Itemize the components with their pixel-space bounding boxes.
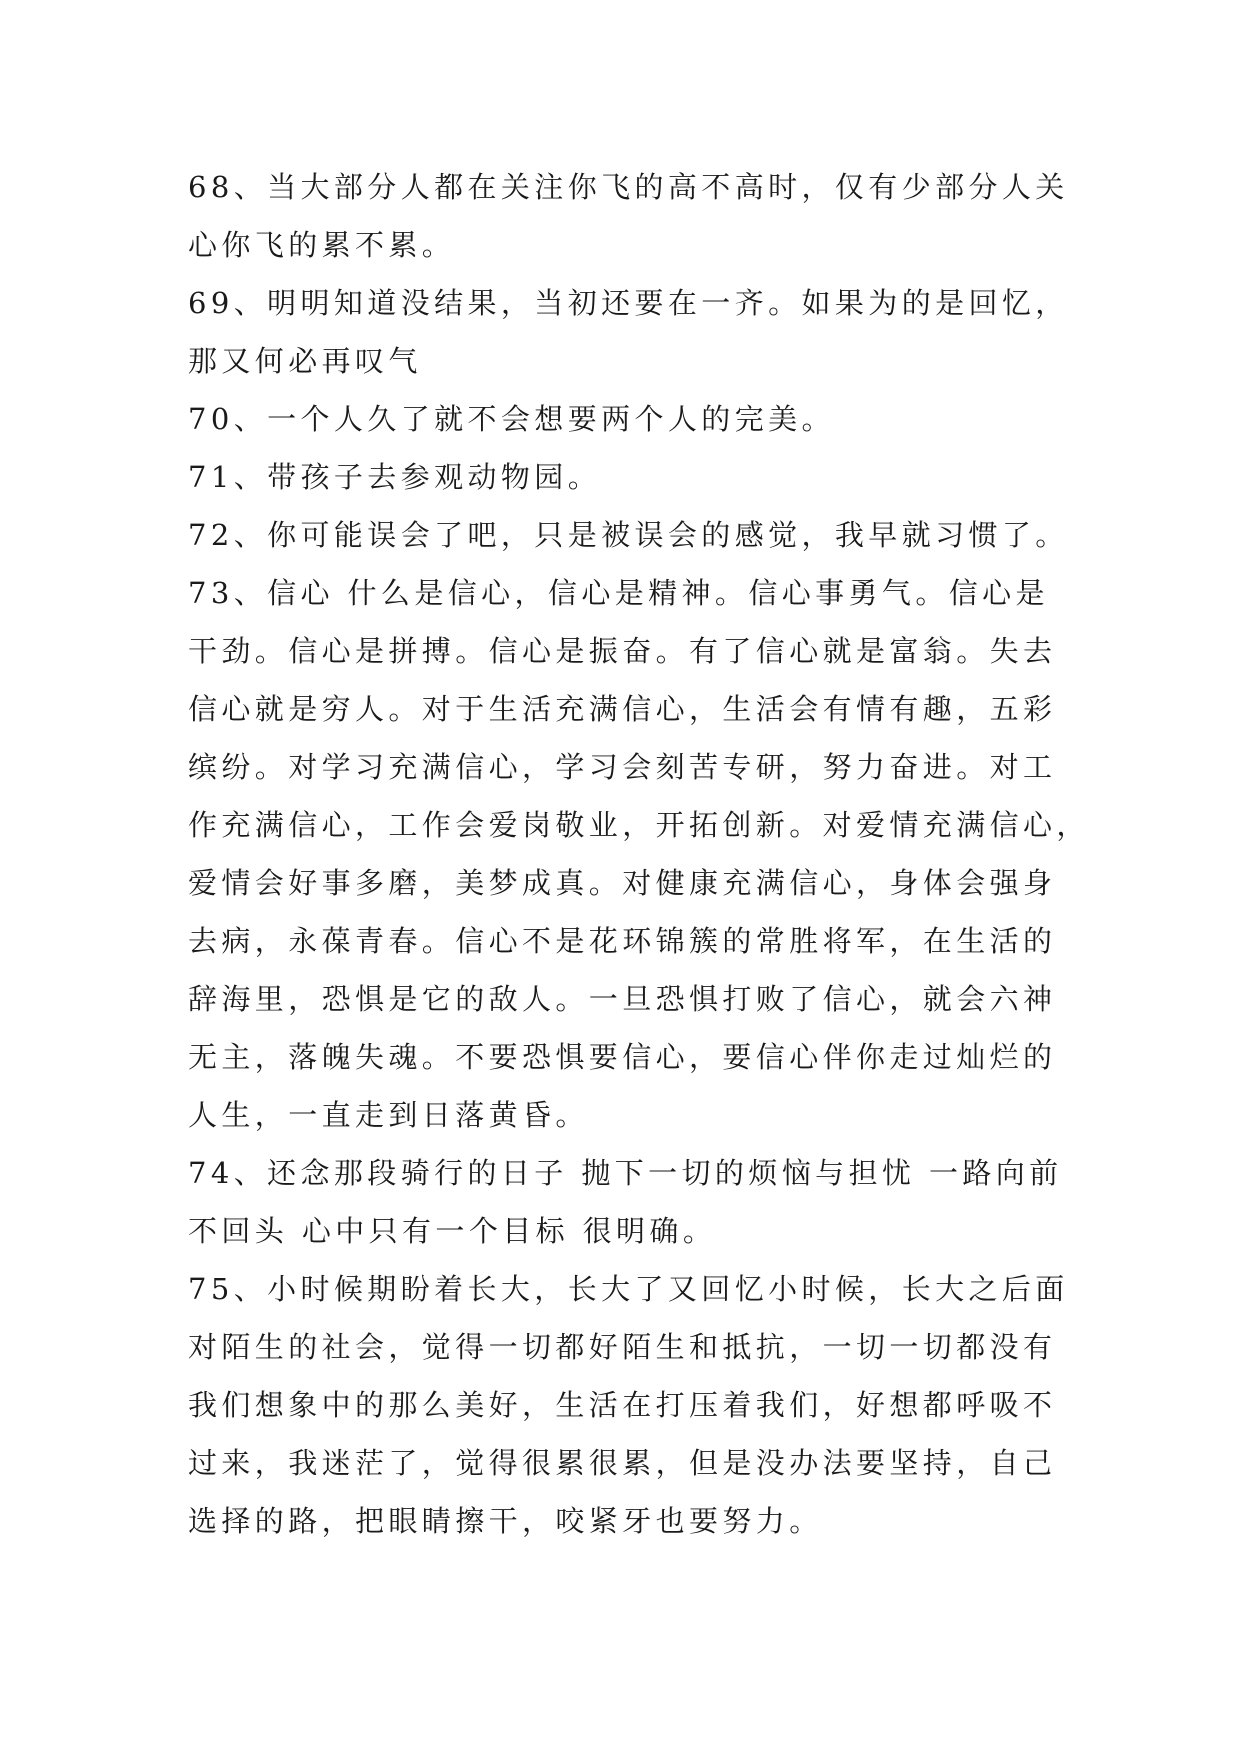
text-line: 75、小时候期盼着长大，长大了又回忆小时候，长大之后面: [188, 1272, 1069, 1306]
entry-68: [188, 158, 1068, 274]
text-line: 74、还念那段骑行的日子 抛下一切的烦恼与担忧 一路向前: [188, 1156, 1063, 1190]
text-line: 不回头 心中只有一个目标 很明确。: [188, 1214, 717, 1248]
text-line: 71、带孩子去参观动物园。: [188, 460, 602, 494]
text-line: 70、一个人久了就不会想要两个人的完美。: [188, 402, 835, 436]
entry-71: [188, 448, 1068, 506]
text-line: 选择的路，把眼睛擦干，咬紧牙也要努力。: [188, 1504, 823, 1538]
text-line: 69、明明知道没结果，当初还要在一齐。如果为的是回忆，: [188, 286, 1069, 320]
text-line: 信心就是穷人。对于生活充满信心，生活会有情有趣，五彩: [188, 692, 1057, 726]
text-line: 我们想象中的那么美好，生活在打压着我们，好想都呼吸不: [188, 1388, 1057, 1422]
text-line: 对陌生的社会，觉得一切都好陌生和抵抗，一切一切都没有: [188, 1330, 1057, 1364]
entry-75: [188, 1260, 1068, 1550]
entry-73: [188, 564, 1090, 1144]
document-body: [188, 158, 1090, 1550]
text-line: 72、你可能误会了吧，只是被误会的感觉，我早就习惯了。: [188, 518, 1069, 552]
text-line: 干劲。信心是拼搏。信心是振奋。有了信心就是富翁。失去: [188, 634, 1057, 668]
text-line: 作充满信心，工作会爱岗敬业，开拓创新。对爱情充满信心，: [188, 808, 1090, 842]
text-line: 无主，落魄失魂。不要恐惧要信心，要信心伴你走过灿烂的: [188, 1040, 1057, 1074]
text-line: 73、信心 什么是信心，信心是精神。信心事勇气。信心是: [188, 576, 1049, 610]
text-line: 爱情会好事多磨，美梦成真。对健康充满信心，身体会强身: [188, 866, 1057, 900]
text-line: 人生，一直走到日落黄昏。: [188, 1098, 589, 1132]
text-line: 缤纷。对学习充满信心，学习会刻苦专研，努力奋进。对工: [188, 750, 1057, 784]
text-line: 68、当大部分人都在关注你飞的高不高时，仅有少部分人关: [188, 170, 1069, 204]
text-line: 心你飞的累不累。: [188, 228, 456, 262]
text-line: 辞海里，恐惧是它的敌人。一旦恐惧打败了信心，就会六神: [188, 982, 1057, 1016]
text-line: 去病，永葆青春。信心不是花环锦簇的常胜将军，在生活的: [188, 924, 1057, 958]
entry-74: [188, 1144, 1068, 1260]
text-line: 那又何必再叹气: [188, 344, 422, 378]
entry-69: [188, 274, 1068, 390]
entry-72: [188, 506, 1068, 564]
entry-70: [188, 390, 1068, 448]
text-line: 过来，我迷茫了，觉得很累很累，但是没办法要坚持，自己: [188, 1446, 1057, 1480]
